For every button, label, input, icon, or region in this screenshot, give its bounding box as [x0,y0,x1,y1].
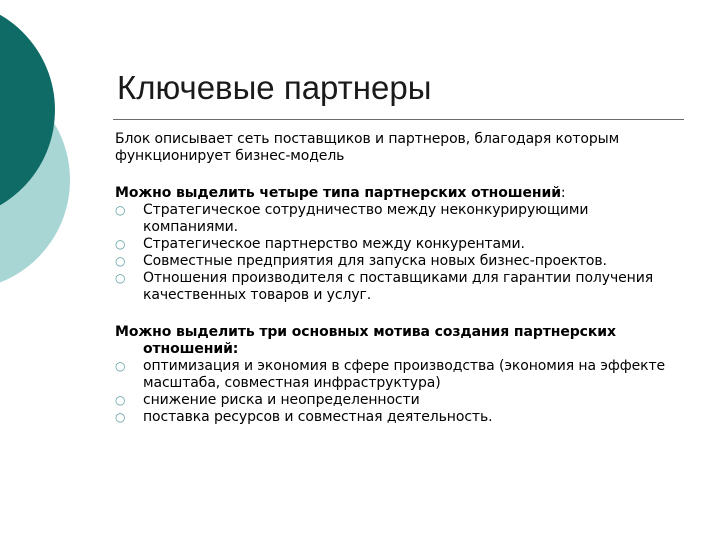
section1-heading-text: Можно выделить четыре типа партнерских отношений [115,185,561,201]
list-item [115,358,685,392]
circle-bullet-icon: ○ [115,237,126,251]
section2-list [115,358,685,426]
list-item-text: Стратегическое сотрудничество между неконкурирующими компаниями. [143,202,589,235]
section1-heading-suffix: : [560,185,566,201]
list-item-text: снижение риска и неопределенности [143,392,420,408]
list-item-text: поставка ресурсов и совместная деятельность. [143,409,493,425]
section2-heading-text: Можно выделить три основных мотива создания партнерских отношений: [115,324,616,357]
list-item-text: Стратегическое партнерство между конкурентами. [143,236,525,252]
list-item [115,236,685,253]
circle-bullet-icon: ○ [115,410,126,424]
list-item [115,392,685,409]
section1-heading [115,185,685,202]
list-item [115,270,685,304]
section1-list [115,202,685,304]
list-item [115,253,685,270]
circle-bullet-icon: ○ [115,271,126,285]
title-divider [113,119,684,120]
list-item-text: Совместные предприятия для запуска новых бизнес-проектов. [143,253,607,269]
section2-heading [115,324,685,358]
list-item [115,202,685,236]
decorative-circles [0,0,90,300]
list-item [115,409,685,426]
list-item-text: Отношения производителя с поставщиками для гарантии получения качественных товаров и услуг. [143,270,654,303]
circle-bullet-icon: ○ [115,359,126,373]
circle-bullet-icon: ○ [115,254,126,268]
circle-bullet-icon: ○ [115,203,126,217]
circle-bullet-icon: ○ [115,393,126,407]
section-spacer [115,304,685,324]
intro-text: Блок описывает сеть поставщиков и партнеров, благодаря которым функционирует бизнес-модель [115,131,620,164]
list-item-text: оптимизация и экономия в сфере производства (экономия на эффекте масштаба, совместная инфраструктура) [143,358,666,391]
slide-body [115,131,685,426]
slide-title: Ключевые партнеры [117,69,432,106]
